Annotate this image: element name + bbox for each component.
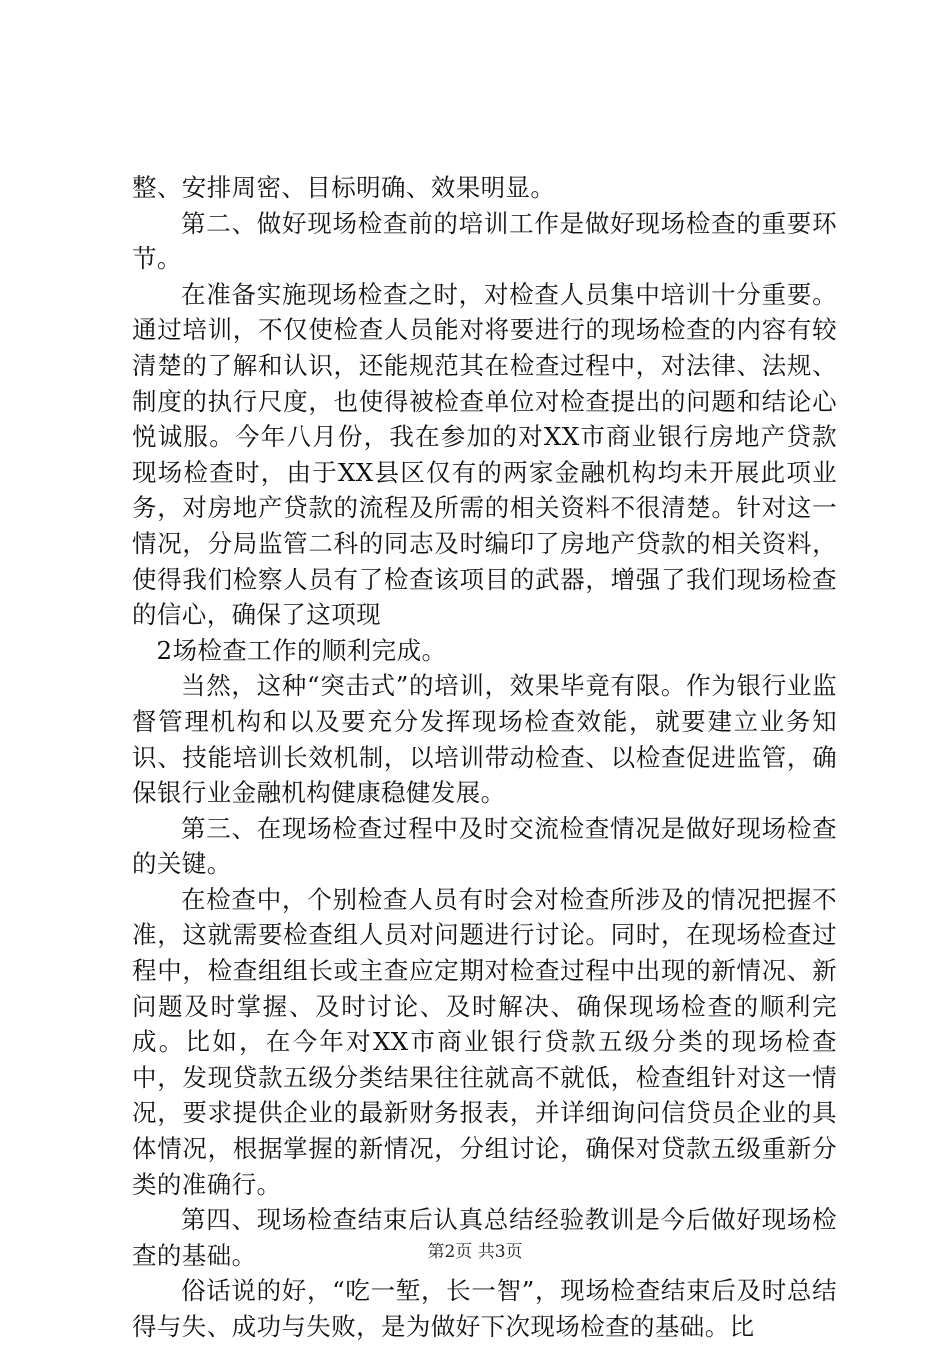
paragraph-long-term-mechanism: 当然，这种“突击式”的培训，效果毕竟有限。作为银行业监督管理机构和以及要充分发挥现场检查效能，就要建立业务知识、技能培训长效机制，以培训带动检查、以检查促进监管，确保银行业金融机构健康稳健发展。 — [132, 671, 837, 808]
section-heading-fourth: 第四、现场检查结束后认真总结经验教训是今后做好现场检查的基础。 — [132, 1205, 837, 1270]
document-body — [132, 170, 837, 1345]
section-heading-third: 第三、在现场检查过程中及时交流检查情况是做好现场检查的关键。 — [132, 813, 837, 879]
section-heading-second: 第二、做好现场检查前的培训工作是做好现场检查的重要环节。 — [132, 208, 837, 274]
paragraph-continued: 整、安排周密、目标明确、效果明显。 — [132, 173, 556, 202]
page-footer: 第2页 共3页 — [427, 1242, 523, 1262]
paragraph-summary: 俗话说的好，“吃一堑，长一智”，现场检查结束后及时总结得与失、成功与失败，是为做好下次现场检查的基础。比 — [132, 1276, 837, 1341]
paragraph-communication: 在检查中，个别检查人员有时会对检查所涉及的情况把握不准，这就需要检查组人员对问题进行讨论。同时，在现场检查过程中，检查组组长或主查应定期对检查过程中出现的新情况、新问题及时掌握、及时讨论、及时解决、确保现场检查的顺利完成。比如，在今年对XX市商业银行贷款五级分类的现场检查中，发现贷款五级分类结果往往就高不就低，检查组针对这一情况，要求提供企业的最新财务报表，并详细询问信贷员企业的具体情况，根据掌握的新情况，分组讨论，确保对贷款五级重新分类的准确行。 — [132, 884, 837, 1199]
paragraph-training: 在准备实施现场检查之时，对检查人员集中培训十分重要。通过培训，不仅使检查人员能对将要进行的现场检查的内容有较清楚的了解和认识，还能规范其在检查过程中，对法律、法规、制度的执行尺度，也使得被检查单位对检查提出的问题和结论心悦诚服。今年八月份，我在参加的对XX市商业银行房地产贷款现场检查时，由于XX县区仅有的两家金融机构均未开展此项业务，对房地产贷款的流程及所需的相关资料不很清楚。针对这一情况，分局监管二科的同志及时编印了房地产贷款的相关资料，使得我们检察人员有了检查该项目的武器，增强了我们现场检查的信心，确保了这项现 — [132, 279, 837, 630]
paragraph-training-end: 2场检查工作的顺利完成。 — [156, 635, 447, 665]
